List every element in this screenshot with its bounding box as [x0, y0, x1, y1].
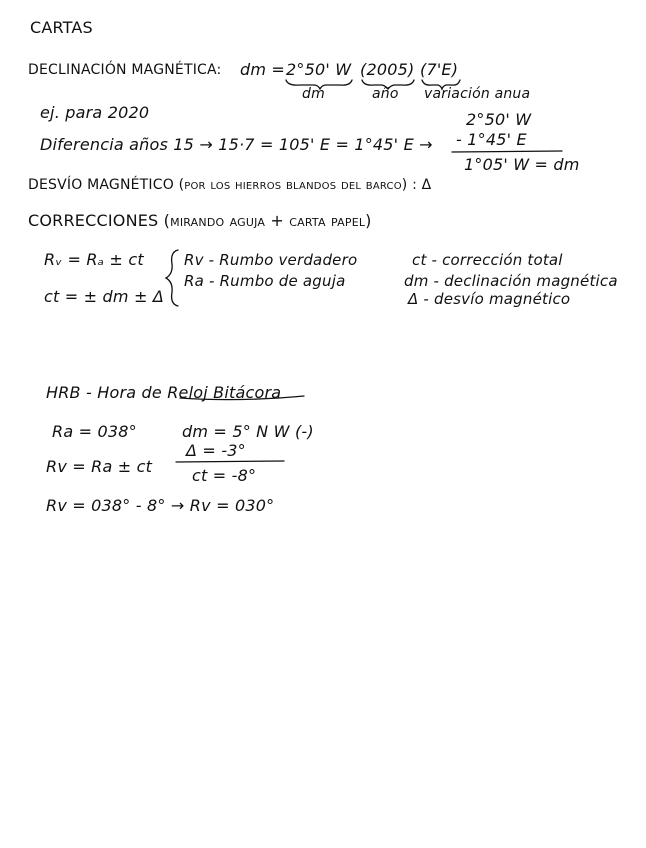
declinacion-annual: (7'E)	[420, 60, 459, 79]
declinacion-label: DECLINACIÓN MAGNÉTICA:	[28, 62, 222, 78]
declinacion-under-value: dm	[302, 86, 325, 102]
correcciones-label: CORRECCIONES (mirando aguja + carta papel)	[28, 211, 372, 230]
declinacion-formula-lhs: dm =	[240, 60, 286, 79]
declinacion-under-annual: variación anua	[424, 86, 531, 102]
declinacion-value: 2°50' W	[286, 60, 352, 79]
def-delta: Δ - desvío magnético	[408, 290, 571, 308]
calc-line2: - 1°45' E	[456, 130, 527, 149]
declinacion-under-year: año	[372, 86, 399, 102]
hrb-label: HRB - Hora de Reloj Bitácora	[46, 383, 282, 402]
formula-ct: ct = ± dm ± Δ	[44, 287, 165, 306]
calc-line1: 2°50' W	[466, 110, 532, 129]
declinacion-year: (2005)	[360, 60, 415, 79]
hrb-dm: dm = 5° N W (-)	[182, 422, 314, 441]
def-rv: Rv - Rumbo verdadero	[184, 251, 358, 269]
formula-rv: Rᵥ = Rₐ ± ct	[44, 250, 144, 269]
calc-bar	[452, 151, 562, 152]
diferencia-anos: Diferencia años 15 → 15·7 = 105' E = 1°45' E →	[40, 135, 433, 154]
def-dm: dm - declinación magnética	[404, 272, 618, 290]
hrb-delta: Δ = -3°	[186, 441, 246, 460]
hrb-ra: Ra = 038°	[52, 422, 137, 441]
page-title: CARTAS	[30, 18, 93, 37]
hrb-rv-result: Rv = 038° - 8° → Rv = 030°	[46, 496, 275, 515]
calc-result: 1°05' W = dm	[464, 155, 580, 174]
hrb-ct: ct = -8°	[192, 466, 257, 485]
hrb-rv-formula: Rv = Ra ± ct	[46, 457, 153, 476]
ejemplo-label: ej. para 2020	[40, 103, 150, 122]
def-ra: Ra - Rumbo de aguja	[184, 272, 346, 290]
hrb-bar	[176, 461, 284, 462]
desvio-line: DESVÍO MAGNÉTICO (por los hierros blandos del barco) : Δ	[28, 177, 432, 193]
def-ct: ct - corrección total	[412, 251, 563, 269]
curly-bracket	[166, 250, 178, 306]
